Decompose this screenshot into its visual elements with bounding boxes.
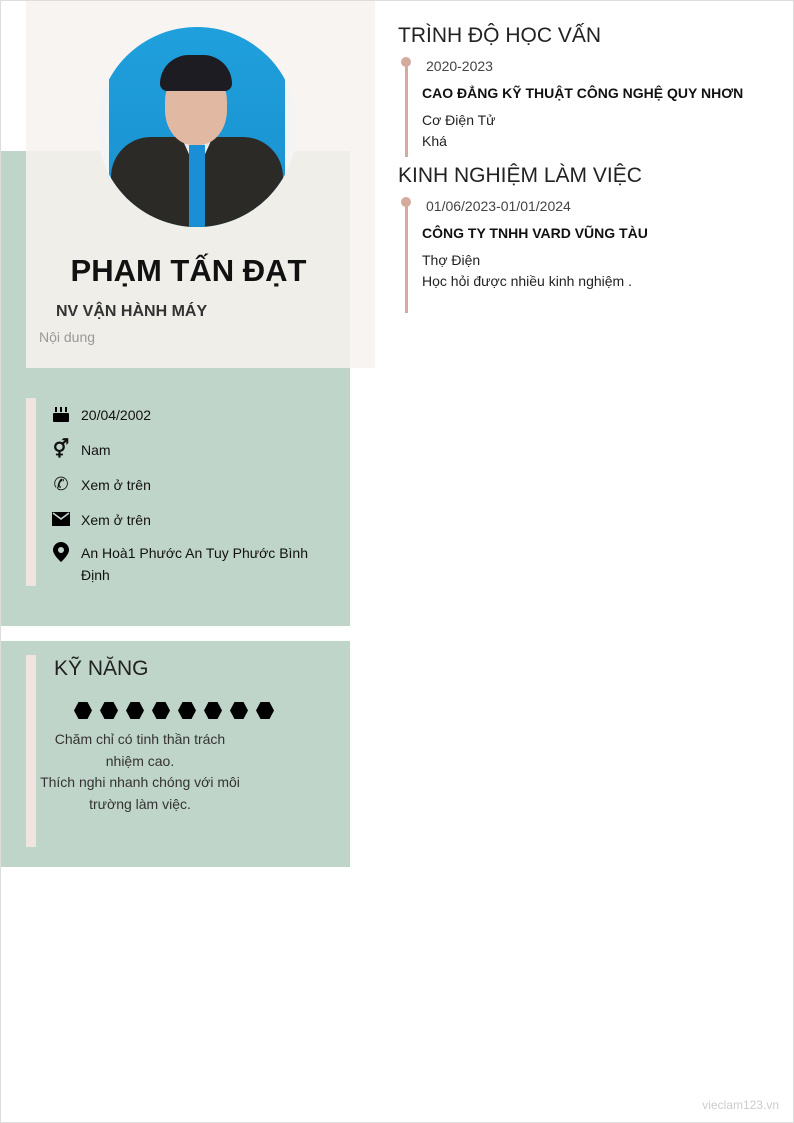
experience-description: Học hỏi được nhiều kinh nghiệm . — [422, 273, 632, 289]
job-title: NV VẬN HÀNH MÁY — [56, 303, 208, 320]
timeline-dot — [401, 197, 411, 207]
skill-line: Chăm chỉ có tinh thần trách nhiệm cao. — [54, 731, 226, 769]
timeline-dot — [401, 57, 411, 67]
birthday-cake-icon — [51, 404, 71, 424]
watermark: vieclam123.vn — [702, 1098, 779, 1112]
gender-icon: ⚥ — [52, 438, 70, 459]
address-text: An Hoà1 Phước An Tuy Phước Bình Định — [81, 545, 309, 583]
skill-line: Thích nghi nhanh chóng với môi trường làm việc. — [40, 774, 240, 812]
rating-hex-icon — [230, 702, 248, 719]
birthday-item — [51, 404, 316, 426]
rating-hex-icon — [74, 702, 92, 719]
email-icon — [51, 509, 71, 529]
skills-title: KỸ NĂNG — [54, 657, 149, 680]
gender-item — [51, 439, 316, 461]
address-item — [51, 542, 316, 586]
education-timeline — [405, 61, 408, 157]
rating-hex-icon — [256, 702, 274, 719]
rating-hex-icon — [100, 702, 118, 719]
contact-accent-bar — [26, 398, 36, 586]
education-date: 2020-2023 — [426, 58, 493, 74]
education-grade: Khá — [422, 133, 447, 149]
education-school: CAO ĐẲNG KỸ THUẬT CÔNG NGHỆ QUY NHƠN — [422, 85, 744, 101]
education-title: TRÌNH ĐỘ HỌC VẤN — [398, 24, 602, 47]
skill-rating — [74, 702, 274, 719]
gender-text: Nam — [81, 442, 111, 458]
rating-hex-icon — [126, 702, 144, 719]
rating-hex-icon — [178, 702, 196, 719]
experience-title: KINH NGHIỆM LÀM VIỆC — [398, 164, 642, 187]
summary-placeholder: Nội dung — [39, 329, 96, 345]
skills-accent-bar — [26, 655, 36, 847]
experience-company: CÔNG TY TNHH VARD VŨNG TÀU — [422, 225, 648, 241]
phone-text: Xem ở trên — [81, 477, 151, 493]
experience-position: Thợ Điện — [422, 252, 481, 268]
email-text: Xem ở trên — [81, 512, 151, 528]
email-item — [51, 509, 316, 531]
birthday-text: 20/04/2002 — [81, 407, 152, 423]
skills-description — [36, 729, 244, 815]
avatar — [97, 27, 297, 227]
phone-item — [51, 474, 316, 496]
education-major: Cơ Điện Tử — [422, 112, 496, 128]
rating-hex-icon — [152, 702, 170, 719]
location-icon — [51, 542, 71, 562]
experience-date: 01/06/2023-01/01/2024 — [426, 198, 571, 214]
experience-timeline — [405, 201, 408, 313]
full-name: PHẠM TẤN ĐẠT — [70, 253, 307, 288]
phone-icon: ✆ — [53, 473, 69, 494]
rating-hex-icon — [204, 702, 222, 719]
